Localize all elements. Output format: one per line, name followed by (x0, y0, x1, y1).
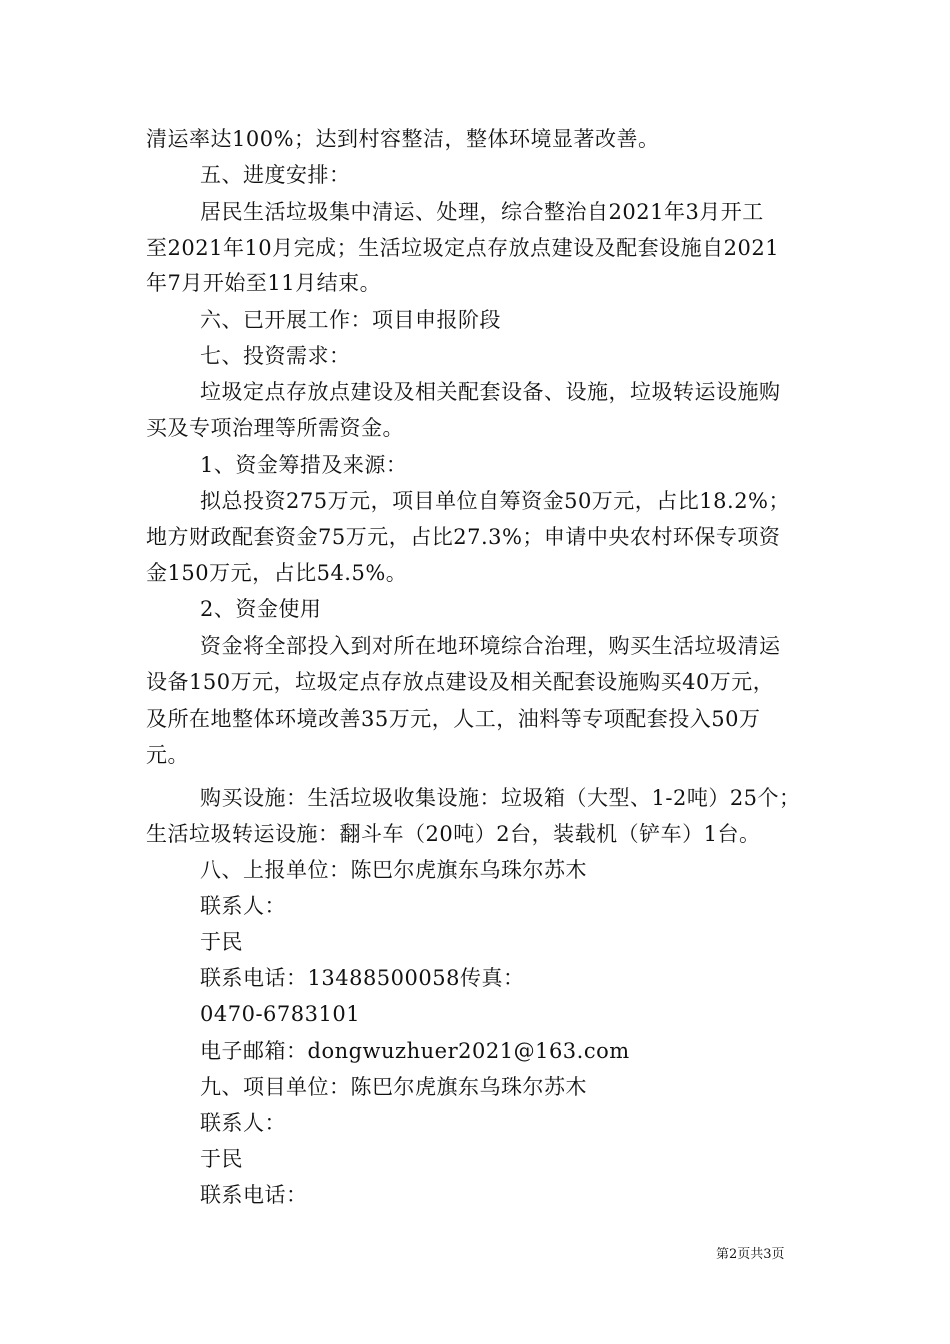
body-line: 清运率达100%；达到村容整洁，整体环境显著改善。 (146, 127, 660, 151)
subsection-heading: 1、资金筹措及来源： (200, 453, 408, 477)
body-line: 资金将全部投入到对所在地环境综合治理，购买生活垃圾清运 (200, 634, 781, 658)
body-line: 元。 (146, 743, 189, 767)
body-line: 买及专项治理等所需资金。 (146, 416, 404, 440)
body-line: 居民生活垃圾集中清运、处理，综合整治自2021年3月开工 (200, 200, 764, 224)
contact-phone: 联系电话： (200, 1183, 308, 1207)
section-heading: 五、进度安排： (200, 163, 351, 187)
contact-label: 联系人： (200, 894, 286, 918)
contact-name: 于民 (200, 930, 243, 954)
body-line: 至2021年10月完成；生活垃圾定点存放点建设及配套设施自2021 (146, 236, 780, 260)
subsection-heading: 2、资金使用 (200, 597, 322, 621)
contact-email: 电子邮箱：dongwuzhuer2021@163.com (200, 1039, 630, 1063)
body-line: 地方财政配套资金75万元，占比27.3%；申请中央农村环保专项资 (146, 525, 781, 549)
section-heading: 八、上报单位：陈巴尔虎旗东乌珠尔苏木 (200, 858, 587, 882)
body-line: 垃圾定点存放点建设及相关配套设备、设施，垃圾转运设施购 (200, 380, 781, 404)
section-heading: 九、项目单位：陈巴尔虎旗东乌珠尔苏木 (200, 1075, 587, 1099)
section-heading: 七、投资需求： (200, 344, 351, 368)
body-line: 生活垃圾转运设施：翻斗车（20吨）2台，装载机（铲车）1台。 (146, 822, 761, 846)
section-heading: 六、已开展工作：项目申报阶段 (200, 308, 501, 332)
body-line: 拟总投资275万元，项目单位自筹资金50万元，占比18.2%； (200, 489, 791, 513)
contact-name: 于民 (200, 1147, 243, 1171)
body-line: 金150万元，占比54.5%。 (146, 561, 408, 585)
page-number: 第2页共3页 (716, 1247, 785, 1262)
contact-fax: 0470-6783101 (200, 1002, 361, 1026)
body-line: 及所在地整体环境改善35万元，人工，油料等专项配套投入50万 (146, 707, 761, 731)
body-line: 设备150万元，垃圾定点存放点建设及相关配套设施购买40万元， (146, 670, 775, 694)
contact-phone: 联系电话：13488500058传真： (200, 966, 525, 990)
contact-label: 联系人： (200, 1111, 286, 1135)
body-line: 购买设施：生活垃圾收集设施：垃圾箱（大型、1-2吨）25个； (200, 786, 801, 810)
body-line: 年7月开始至11月结束。 (146, 271, 382, 295)
